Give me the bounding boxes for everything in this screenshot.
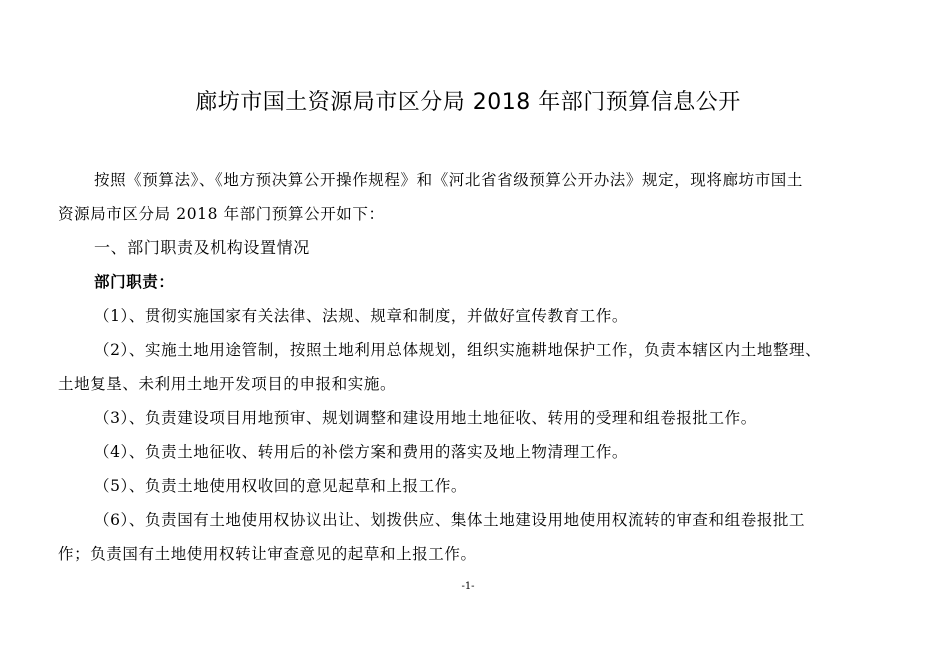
document-title: 廊坊市国土资源局市区分局 2018 年部门预算信息公开 — [195, 90, 741, 115]
body-content — [58, 163, 888, 571]
duty-item-5: （5）、负责土地使用权收回的意见起草和上报工作。 — [94, 477, 468, 495]
intro-line-1: 按照《预算法》、《地方预决算公开操作规程》和《河北省省级预算公开办法》规定，现将廊坊市国土 — [94, 171, 804, 189]
duty-item-2-line-2: 土地复垦、未利用土地开发项目的申报和实施。 — [58, 375, 397, 393]
duty-item-2-line-1: （2）、实施土地用途管制，按照土地利用总体规划，组织实施耕地保护工作，负责本辖区内土地整理、 — [94, 341, 822, 359]
duty-item-4: （4）、负责土地征收、转用后的补偿方案和费用的落实及地上物清理工作。 — [94, 443, 629, 461]
page-number: -1- — [461, 581, 475, 592]
duty-item-6-line-1: （6）、负责国有土地使用权协议出让、划拨供应、集体土地建设用地使用权流转的审查和组卷报批工 — [94, 511, 806, 529]
duty-item-3: （3）、负责建设项目用地预审、规划调整和建设用地土地征收、转用的受理和组卷报批工作。 — [94, 409, 757, 427]
duty-item-1: （1）、贯彻实施国家有关法律、法规、规章和制度，并做好宣传教育工作。 — [94, 307, 629, 325]
intro-line-2: 资源局市区分局 2018 年部门预算公开如下： — [58, 205, 385, 223]
section-heading-1: 一、部门职责及机构设置情况 — [94, 238, 310, 257]
duty-item-6-line-2: 作；负责国有土地使用权转让审查意见的起草和上报工作。 — [58, 545, 477, 563]
duties-heading: 部门职责： — [94, 273, 175, 291]
